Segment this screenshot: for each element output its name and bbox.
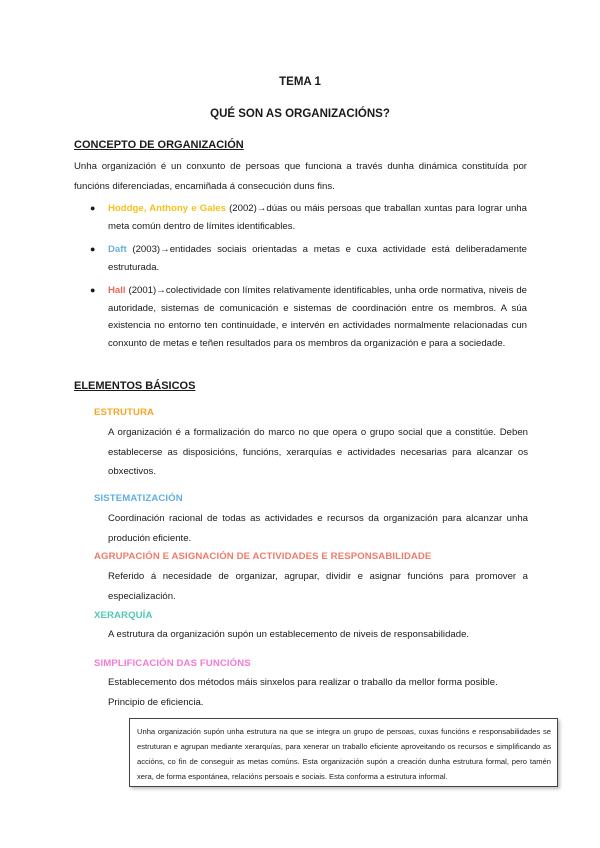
list-item [90,200,527,235]
subheading-xerarquia: XERARQUÍA [94,610,153,621]
subheading-agrupacion: AGRUPACIÓN E ASIGNACIÓN DE ACTIVIDADES E RESPONSABILIDADE [94,551,432,562]
estrutura-text: A organización é a formalización do marco no que opera o grupo social que a constitúe. Deben establecerse as disposicións, funcións, xerarquías e actividades necesarias para alcanzar os obxectivos. [108,427,528,477]
subheading-simplificacion: SIMPLIFICACIÓN DAS FUNCIÓNS [94,658,251,669]
subheading-sistematizacion: SISTEMATIZACIÓN [94,493,183,504]
section-heading-concepto: CONCEPTO DE ORGANIZACIÓN [74,139,244,151]
definition-text: (2001)→colectividade con límites relativamente identificables, unha orde normativa, niveis de autoridade, sistemas de comunicación e sistemas de coordinación entre os membros. A súa existencia no entorno ten continuidade, e intervén en actividades normalmente relacionadas cun conxunto de metas e teñen resultados para os membros da organización e para a sociedade. [108,285,527,349]
sistematizacion-text: Coordinación racional de todas as actividades e recursos da organización para alcanzar unha produción eficiente. [108,513,528,544]
agrupacion-text: Referido á necesidade de organizar, agrupar, dividir e asignar funcións para promover a especialización. [108,571,528,602]
author-name: Hoddge, Anthony e Gales [108,203,226,214]
bullet-icon: ● [90,244,96,254]
author-name: Hall [108,285,126,296]
definition-text: (2002)→dúas ou máis persoas que traballan xuntas para lograr unha meta común dentro de límites identificables. [108,203,527,232]
list-item [90,282,527,352]
author-name: Daft [108,244,127,255]
simplificacion-principle: Principio de eficiencia. [108,697,204,708]
xerarquia-text: A estrutura da organización supón un establecemento de niveis de responsabilidade. [108,629,470,640]
bullet-icon: ● [90,285,96,295]
definition-text: (2003)→entidades sociais orientadas a metas e cuxa actividade está deliberadamente estruturada. [108,244,527,273]
summary-note-text: Unha organización supón unha estrutura na que se integra un grupo de persoas, cuxas funcións e responsabilidades se estruturan e agrupan mediante xerarquías, para xenerar un traballo eficiente aproveitando os recursos e simplificando as accións, co fin de conseguir as metas comúns. Esta organización supón a creación dunha estrutura formal, pero tamén xera, de forma espontánea, relacións persoais e sociais. Esta conforma a estrutura informal. [137,727,551,781]
subheading-estrutura: ESTRUTURA [94,407,155,418]
simplificacion-text: Establecemento dos métodos máis sinxelos para realizar o traballo da mellor forma posible. [108,677,498,688]
section-heading-elementos: ELEMENTOS BÁSICOS [74,380,196,392]
concepto-intro: Unha organización é un conxunto de persoas que funciona a través dunha dinámica constituída por funcións diferenciadas, encamiñada á consecución duns fins. [74,161,527,192]
page-title: TEMA 1 [279,76,321,88]
bullet-icon: ● [90,203,96,213]
list-item [90,241,527,276]
page-subtitle: QUÉ SON AS ORGANIZACIÓNS? [210,108,390,120]
concepto-bullet-list [90,200,527,358]
summary-note-box [129,718,558,787]
